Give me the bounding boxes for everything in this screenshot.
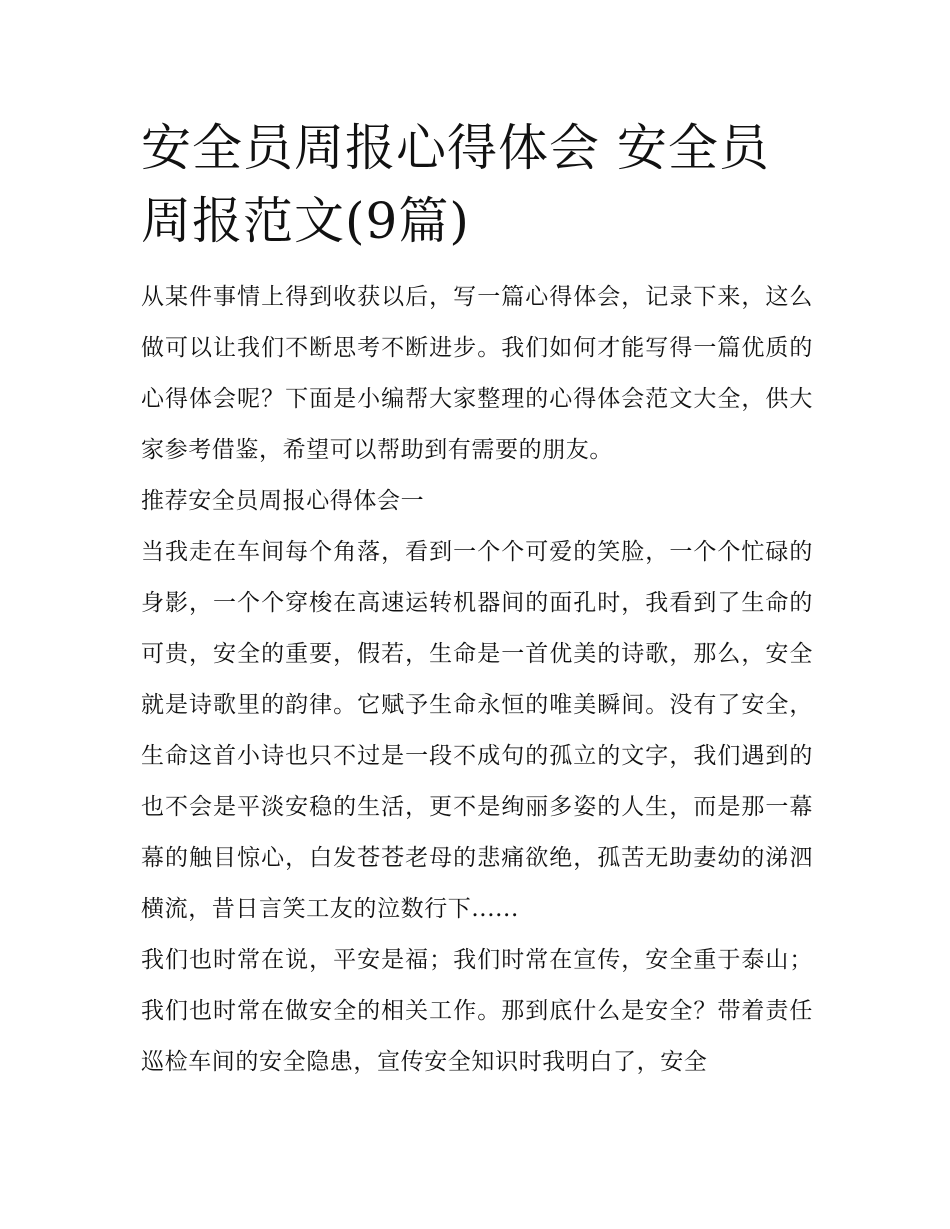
body-paragraph-2: 我们也时常在说，平安是福；我们时常在宣传，安全重于泰山；我们也时常在做安全的相关工作。那到底什么是安全？带着责任巡检车间的安全隐患，宣传安全知识时我明白了，安全: [141, 947, 813, 1075]
intro-paragraph: 从某件事情上得到收获以后，写一篇心得体会，记录下来，这么做可以让我们不断思考不断进步。我们如何才能写得一篇优质的心得体会呢？下面是小编帮大家整理的心得体会范文大全，供大家参考借鉴，希望可以帮助到有需要的朋友。: [141, 284, 813, 463]
document-title: 安全员周报心得体会 安全员周报范文(9篇): [141, 119, 770, 250]
document-page: [141, 112, 813, 1088]
section-heading: 推荐安全员周报心得体会一: [141, 488, 425, 514]
body-paragraph-1: 当我走在车间每个角落，看到一个个可爱的笑脸，一个个忙碌的身影，一个个穿梭在高速运转机器间的面孔时，我看到了生命的可贵，安全的重要，假若，生命是一首优美的诗歌，那么，安全就是诗歌里的韵律。它赋予生命永恒的唯美瞬间。没有了安全，生命这首小诗也只不过是一段不成句的孤立的文字，我们遇到的也不会是平淡安稳的生活，更不是绚丽多姿的人生，而是那一幕幕的触目惊心，白发苍苍老母的悲痛欲绝，孤苦无助妻幼的涕泗横流，昔日言笑工友的泣数行下......: [141, 539, 813, 922]
